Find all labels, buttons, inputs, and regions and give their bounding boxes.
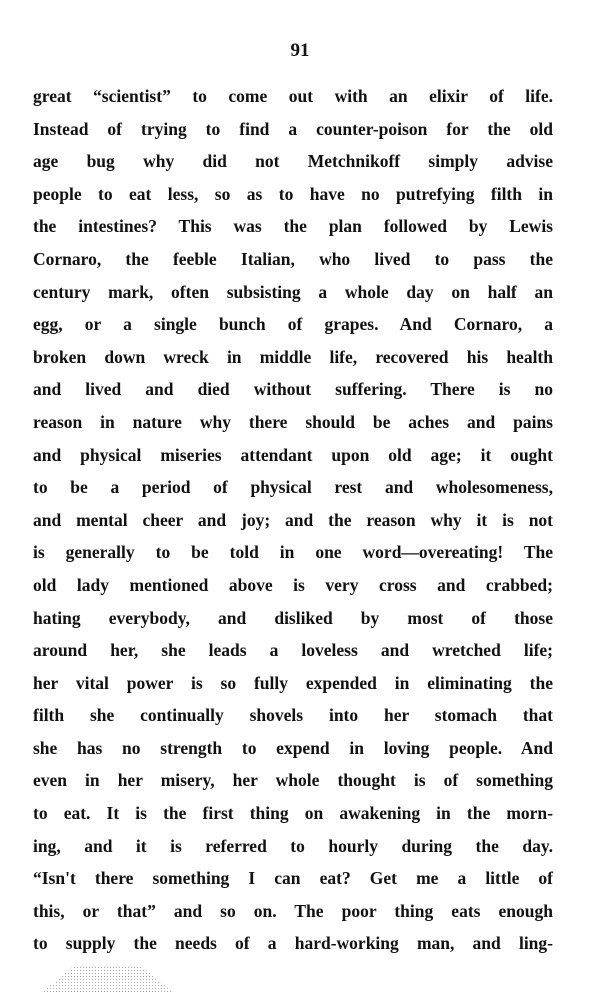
text-line-content: this, or that” and so on. The poor thing eats enough xyxy=(33,900,553,921)
text-line xyxy=(33,210,553,243)
text-line-content: hating everybody, and disliked by most of those xyxy=(33,607,553,628)
text-line xyxy=(33,471,553,504)
text-line-content: she has no strength to expend in loving people. And xyxy=(33,737,553,758)
text-line xyxy=(33,569,553,602)
text-line-content: old lady mentioned above is very cross and crabbed; xyxy=(33,574,553,595)
text-line-content: to eat. It is the first thing on awakening in the morn- xyxy=(33,803,553,824)
text-line xyxy=(33,667,553,700)
body-text xyxy=(33,80,553,960)
text-line xyxy=(33,439,553,472)
text-line-content: Instead of trying to find a counter-poison for the old xyxy=(33,118,553,139)
text-line xyxy=(33,764,553,797)
text-line xyxy=(33,895,553,928)
text-line-content: broken down wreck in middle life, recovered his health xyxy=(33,346,553,367)
text-line-content: even in her misery, her whole thought is of something xyxy=(33,770,553,791)
text-line xyxy=(33,406,553,439)
text-line xyxy=(33,927,553,960)
text-line-content: century mark, often subsisting a whole day on half an xyxy=(33,281,553,302)
text-line-content: ing, and it is referred to hourly during the day. xyxy=(33,835,553,856)
page-number: 91 xyxy=(290,40,310,61)
text-line-content: is generally to be told in one word—overeating! The xyxy=(33,542,553,563)
text-line xyxy=(33,243,553,276)
text-line-content: and physical miseries attendant upon old age; it ought xyxy=(33,444,553,465)
text-line xyxy=(33,536,553,569)
text-line-content: to be a period of physical rest and wholesomeness, xyxy=(33,477,553,498)
text-line xyxy=(33,732,553,765)
text-line xyxy=(33,862,553,895)
text-line xyxy=(33,634,553,667)
text-line xyxy=(33,341,553,374)
text-line xyxy=(33,797,553,830)
text-line-content: “Isn't there something I can eat? Get me a little of xyxy=(33,868,553,889)
text-line xyxy=(33,373,553,406)
text-line-content: age bug why did not Metchnikoff simply advise xyxy=(33,151,553,172)
text-line-content: and lived and died without suffering. There is no xyxy=(33,379,553,400)
text-line xyxy=(33,178,553,211)
text-line xyxy=(33,830,553,863)
text-line xyxy=(33,276,553,309)
text-line xyxy=(33,602,553,635)
text-line-content: Cornaro, the feeble Italian, who lived to pass the xyxy=(33,248,553,269)
text-line xyxy=(33,699,553,732)
text-line xyxy=(33,504,553,537)
text-line-content: people to eat less, so as to have no putrefying filth in xyxy=(33,183,553,204)
scan-artifact xyxy=(40,966,175,994)
text-line-content: to supply the needs of a hard-working man, and ling- xyxy=(33,933,553,954)
text-line-content: egg, or a single bunch of grapes. And Cornaro, a xyxy=(33,314,553,335)
text-line-content: around her, she leads a loveless and wretched life; xyxy=(33,640,553,661)
text-line-content: the intestines? This was the plan followed by Lewis xyxy=(33,216,553,237)
text-line-content: filth she continually shovels into her stomach that xyxy=(33,705,553,726)
text-line xyxy=(33,113,553,146)
text-line xyxy=(33,80,553,113)
text-line-content: her vital power is so fully expended in eliminating the xyxy=(33,672,553,693)
text-line xyxy=(33,308,553,341)
text-line-content: reason in nature why there should be aches and pains xyxy=(33,411,553,432)
text-line-content: and mental cheer and joy; and the reason why it is not xyxy=(33,509,553,530)
text-line xyxy=(33,145,553,178)
text-line-content: great “scientist” to come out with an elixir of life. xyxy=(33,86,553,106)
